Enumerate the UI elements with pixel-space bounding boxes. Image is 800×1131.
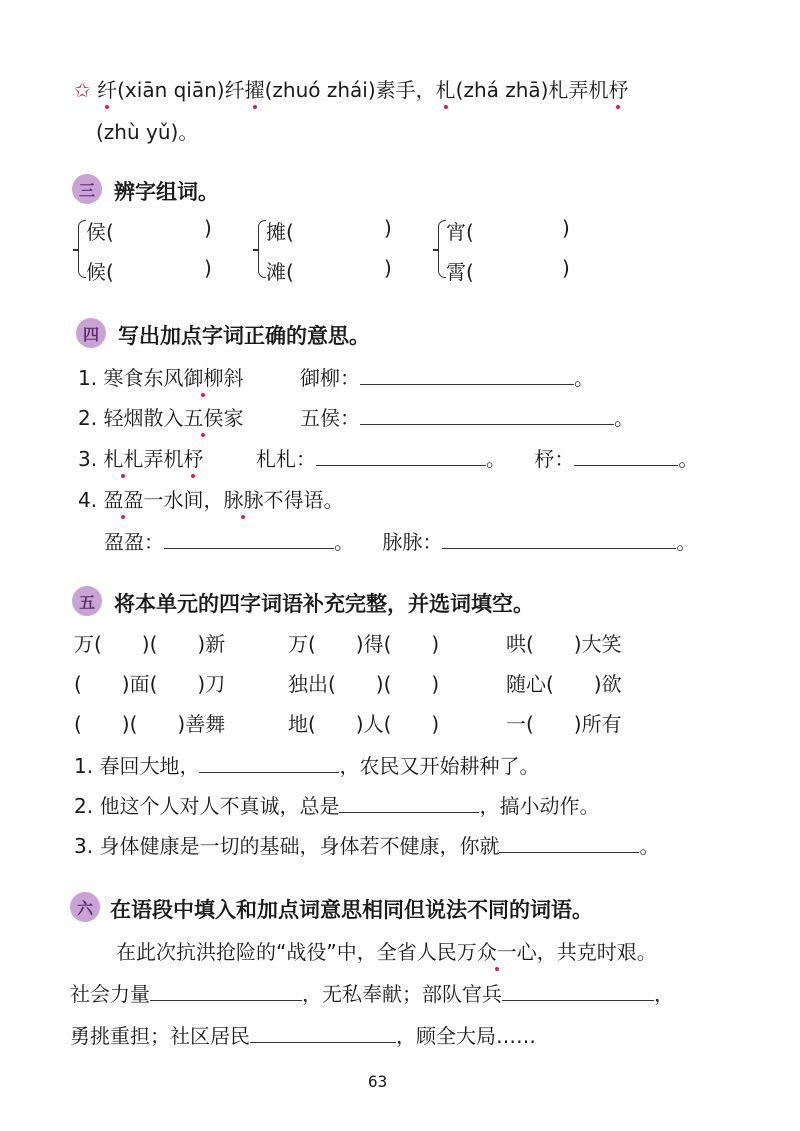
answer-4: 盈盈： 。 脉脉： 。 bbox=[104, 530, 697, 554]
idiom-fill: 地( )人( ) bbox=[288, 712, 440, 736]
answer-blank[interactable] bbox=[199, 752, 339, 773]
answer-blank[interactable] bbox=[360, 364, 574, 385]
answer-blank[interactable] bbox=[150, 980, 302, 1001]
idiom-fill: 随心( )欲 bbox=[506, 672, 622, 696]
answer-blank[interactable] bbox=[442, 528, 676, 549]
idiom-fill: 哄( )大笑 bbox=[506, 632, 622, 656]
idiom-fill: 万( )得( ) bbox=[288, 632, 440, 656]
idiom-fill: 万( )( )新 bbox=[74, 632, 226, 656]
star-icon: ✩ bbox=[74, 78, 91, 102]
answer-blank[interactable] bbox=[339, 792, 479, 813]
idiom-fill: 一( )所有 bbox=[506, 712, 622, 736]
section-title-3: 辨字组词。 bbox=[114, 180, 219, 204]
answer-blank[interactable] bbox=[502, 980, 654, 1001]
answer-blank[interactable] bbox=[499, 832, 639, 853]
answer-blank[interactable] bbox=[574, 445, 678, 466]
section-badge-3: 三 bbox=[72, 174, 102, 204]
answer-3: 札札： 。 杼： 。 bbox=[256, 447, 699, 471]
word-pair-b-3: 霄( bbox=[446, 260, 474, 284]
paragraph-line-3: 勇挑重担；社区居民 ，顾全大局…… bbox=[70, 1024, 536, 1048]
word-pair-a-2: 摊( bbox=[266, 220, 294, 244]
word-pair-b-2: 滩( bbox=[266, 260, 294, 284]
section-title-6: 在语段中填入和加点词意思相同但说法不同的词语。 bbox=[110, 898, 593, 922]
page-number: 63 bbox=[368, 1072, 388, 1091]
answer-blank[interactable] bbox=[250, 1022, 396, 1043]
paragraph-line-2: 社会力量 ，无私奉献；部队官兵 ， bbox=[70, 982, 674, 1006]
answer-blank[interactable] bbox=[316, 445, 486, 466]
idiom-fill: 独出( )( ) bbox=[288, 672, 440, 696]
dotted-char: 纤 bbox=[97, 74, 117, 103]
question-3: 3. 札札弄机杼 bbox=[78, 443, 203, 472]
word-pair-a-1: 侯( bbox=[86, 220, 114, 244]
brace bbox=[78, 220, 86, 278]
question-4: 4. 盈盈一水间，脉脉不得语。 bbox=[78, 484, 343, 513]
section-badge-5: 五 bbox=[72, 586, 102, 616]
brace bbox=[438, 220, 446, 278]
pinyin-line-1: ✩ 纤(xiān qiān)纤擢(zhuó zhái)素手，札(zhá zhā)札弄机杼 bbox=[74, 74, 628, 103]
answer-blank[interactable] bbox=[360, 404, 614, 425]
dotted-char: 擢 bbox=[245, 74, 265, 103]
pinyin-line-2: (zhù yǔ)。 bbox=[96, 120, 199, 144]
answer-1: 御柳： 。 bbox=[300, 366, 594, 390]
answer-2: 五侯： 。 bbox=[300, 406, 634, 430]
word-pair-b-1: 候( bbox=[86, 260, 114, 284]
section-badge-6: 六 bbox=[70, 892, 100, 922]
section-title-4: 写出加点字词正确的意思。 bbox=[118, 324, 370, 348]
answer-blank[interactable] bbox=[164, 528, 334, 549]
question-1: 1. 寒食东风御柳斜 bbox=[78, 362, 243, 391]
dotted-char: 杼 bbox=[608, 74, 628, 103]
question-2: 2. 轻烟散入五侯家 bbox=[78, 402, 243, 431]
word-pair-a-3: 宵( bbox=[446, 220, 474, 244]
idiom-fill: ( )面( )刀 bbox=[74, 672, 226, 696]
fill-question-2: 2. 他这个人对人不真诚，总是 ，搞小动作。 bbox=[74, 794, 600, 818]
section-title-5: 将本单元的四字词语补充完整，并选词填空。 bbox=[114, 592, 534, 616]
brace bbox=[258, 220, 266, 278]
idiom-fill: ( )( )善舞 bbox=[74, 712, 226, 736]
fill-question-3: 3. 身体健康是一切的基础，身体若不健康，你就 。 bbox=[74, 834, 660, 858]
fill-question-1: 1. 春回大地， ，农民又开始耕种了。 bbox=[74, 754, 540, 778]
section-badge-4: 四 bbox=[76, 318, 106, 348]
paragraph-line-1: 在此次抗洪抢险的“战役”中，全省人民万众一心，共克时艰。 bbox=[116, 936, 657, 965]
dotted-char: 札 bbox=[436, 74, 456, 103]
